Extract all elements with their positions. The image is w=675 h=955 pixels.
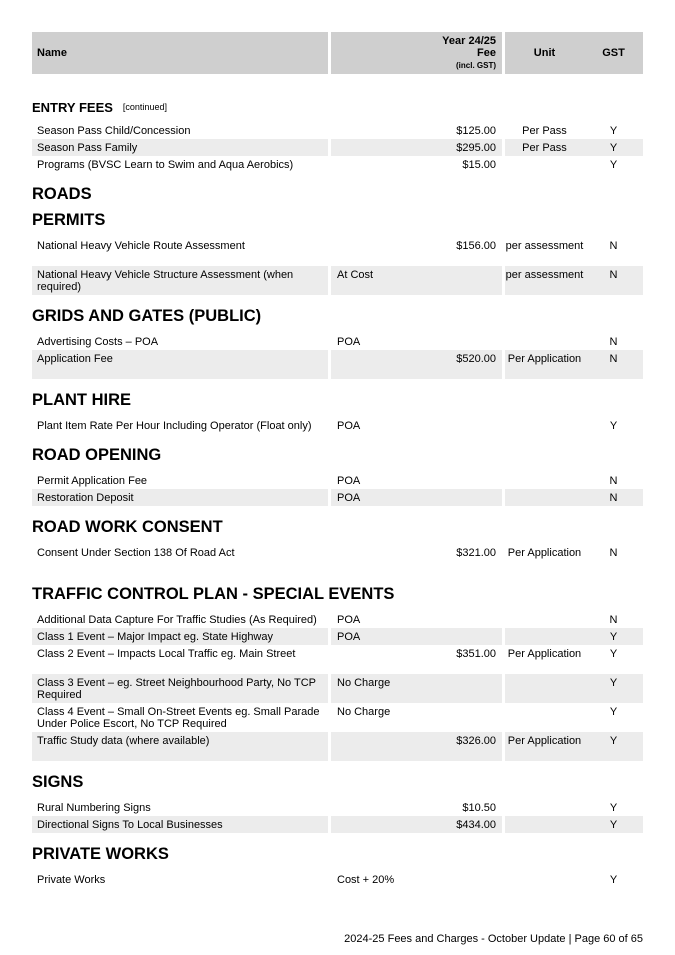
table-row xyxy=(32,799,643,816)
row-fee: $321.00 xyxy=(456,547,496,559)
row-fee: POA xyxy=(337,614,361,626)
table-row xyxy=(32,472,643,489)
section-heading: PLANT HIRE xyxy=(32,390,131,409)
table-row xyxy=(32,611,643,628)
row-fee: $351.00 xyxy=(456,648,496,660)
row-gst: Y xyxy=(609,159,618,171)
row-gst: N xyxy=(609,547,618,559)
row-gst: Y xyxy=(584,732,643,761)
row-unit xyxy=(505,472,584,489)
row-fee: No Charge xyxy=(331,674,502,703)
row-unit: Per Application xyxy=(505,732,584,761)
row-gst: Y xyxy=(584,139,643,156)
row-gst: N xyxy=(584,350,643,379)
row-unit: per assessment xyxy=(505,266,584,295)
header-gst: GST xyxy=(584,32,643,74)
table-row xyxy=(32,645,643,674)
table-row xyxy=(32,674,643,703)
table-row xyxy=(32,350,643,379)
row-name: Application Fee xyxy=(32,350,328,379)
row-name: Restoration Deposit xyxy=(32,489,328,506)
row-gst: N xyxy=(609,614,618,626)
section-heading: PERMITS xyxy=(32,210,106,229)
fees-table xyxy=(32,0,643,888)
table-row xyxy=(32,156,643,173)
section-heading: SIGNS xyxy=(32,772,84,791)
row-name: Programs (BVSC Learn to Swim and Aqua Aerobics) xyxy=(37,159,294,171)
table-row xyxy=(32,122,643,139)
page-footer: 2024-25 Fees and Charges - October Update | Page 60 of 65 xyxy=(344,933,643,945)
section-heading: ROADS xyxy=(32,184,92,203)
row-name: Private Works xyxy=(37,874,106,886)
table-row xyxy=(32,139,643,156)
table-row xyxy=(32,628,643,645)
row-fee: $125.00 xyxy=(456,125,496,137)
row-unit xyxy=(505,417,584,434)
header-fee-note: (incl. GST) xyxy=(456,61,496,70)
row-name: Permit Application Fee xyxy=(37,475,148,487)
table-row xyxy=(32,489,643,506)
section-title: ENTRY FEES xyxy=(32,99,113,115)
row-name: Season Pass Family xyxy=(32,139,328,156)
row-unit: Per Pass xyxy=(522,125,567,137)
row-name: Additional Data Capture For Traffic Studies (As Required) xyxy=(37,614,317,626)
row-gst: N xyxy=(609,475,618,487)
row-unit xyxy=(505,799,584,816)
row-gst: Y xyxy=(609,420,618,432)
table-row xyxy=(32,703,643,732)
table-row xyxy=(32,871,643,888)
row-unit xyxy=(505,628,584,645)
header-fee-label: Fee xyxy=(477,47,496,59)
row-name: Plant Item Rate Per Hour Including Operator (Float only) xyxy=(37,420,312,432)
header-unit: Unit xyxy=(505,32,584,74)
header-name: Name xyxy=(32,32,328,74)
row-name: Advertising Costs – POA xyxy=(37,336,159,348)
row-unit xyxy=(505,489,584,506)
row-unit xyxy=(505,871,584,888)
row-gst: N xyxy=(609,336,618,348)
row-gst: Y xyxy=(609,802,618,814)
row-gst: N xyxy=(584,266,643,295)
row-unit: Per Application xyxy=(505,350,584,379)
row-unit xyxy=(505,156,584,173)
table-row xyxy=(32,237,643,266)
table-row xyxy=(32,732,643,761)
row-fee: POA xyxy=(331,489,502,506)
row-unit xyxy=(505,611,584,628)
row-fee: $10.50 xyxy=(462,802,496,814)
row-unit: Per Application xyxy=(507,547,582,559)
row-unit xyxy=(505,674,584,703)
row-unit xyxy=(505,816,584,833)
section-heading: GRIDS AND GATES (PUBLIC) xyxy=(32,306,262,325)
row-gst: Y xyxy=(609,874,618,886)
section-heading: ROAD OPENING xyxy=(32,445,162,464)
row-fee: POA xyxy=(337,336,361,348)
row-fee: No Charge xyxy=(337,706,391,718)
table-row xyxy=(32,417,643,434)
row-name: Season Pass Child/Concession xyxy=(37,125,191,137)
row-fee: $434.00 xyxy=(331,816,502,833)
row-gst: N xyxy=(584,489,643,506)
row-name: Traffic Study data (where available) xyxy=(32,732,328,761)
row-name: National Heavy Vehicle Structure Assessment (when required) xyxy=(32,266,328,295)
section-heading: TRAFFIC CONTROL PLAN - SPECIAL EVENTS xyxy=(32,584,395,603)
section-heading-entry-fees xyxy=(32,96,643,118)
section-heading: ROAD WORK CONSENT xyxy=(32,517,223,536)
row-name: Consent Under Section 138 Of Road Act xyxy=(37,547,235,559)
row-name: National Heavy Vehicle Route Assessment xyxy=(37,240,245,252)
row-unit xyxy=(505,703,584,732)
row-gst: Y xyxy=(609,125,618,137)
row-fee: Cost + 20% xyxy=(337,874,395,886)
header-fee-year: Year 24/25 xyxy=(442,35,496,47)
table-row xyxy=(32,816,643,833)
row-fee: $15.00 xyxy=(462,159,496,171)
row-fee: At Cost xyxy=(331,266,502,295)
row-fee: $326.00 xyxy=(331,732,502,761)
header-fee xyxy=(331,32,502,74)
row-fee: POA xyxy=(337,475,361,487)
row-name: Directional Signs To Local Businesses xyxy=(32,816,328,833)
row-fee: $295.00 xyxy=(331,139,502,156)
row-unit: Per Application xyxy=(507,648,582,660)
row-name: Rural Numbering Signs xyxy=(37,802,151,814)
continued-note: [continued] xyxy=(122,102,167,112)
row-unit: per assessment xyxy=(505,240,584,252)
table-row xyxy=(32,333,643,350)
row-gst: N xyxy=(609,240,618,252)
row-gst: Y xyxy=(584,674,643,703)
row-unit: Per Pass xyxy=(505,139,584,156)
row-fee: $520.00 xyxy=(331,350,502,379)
row-fee: $156.00 xyxy=(456,240,496,252)
row-gst: Y xyxy=(584,628,643,645)
row-name: Class 2 Event – Impacts Local Traffic eg. Main Street xyxy=(37,648,296,660)
row-gst: Y xyxy=(584,816,643,833)
row-unit xyxy=(505,333,584,350)
row-gst: Y xyxy=(609,648,618,660)
table-row xyxy=(32,266,643,295)
row-name: Class 1 Event – Major Impact eg. State Highway xyxy=(32,628,328,645)
row-fee: POA xyxy=(337,420,361,432)
row-fee: POA xyxy=(331,628,502,645)
row-name: Class 4 Event – Small On-Street Events eg. Small Parade Under Police Escort, No TCP Required xyxy=(37,706,320,730)
section-heading: PRIVATE WORKS xyxy=(32,844,169,863)
table-header xyxy=(32,32,643,74)
row-gst: Y xyxy=(609,706,618,718)
row-name: Class 3 Event – eg. Street Neighbourhood Party, No TCP Required xyxy=(32,674,328,703)
table-row xyxy=(32,544,643,573)
